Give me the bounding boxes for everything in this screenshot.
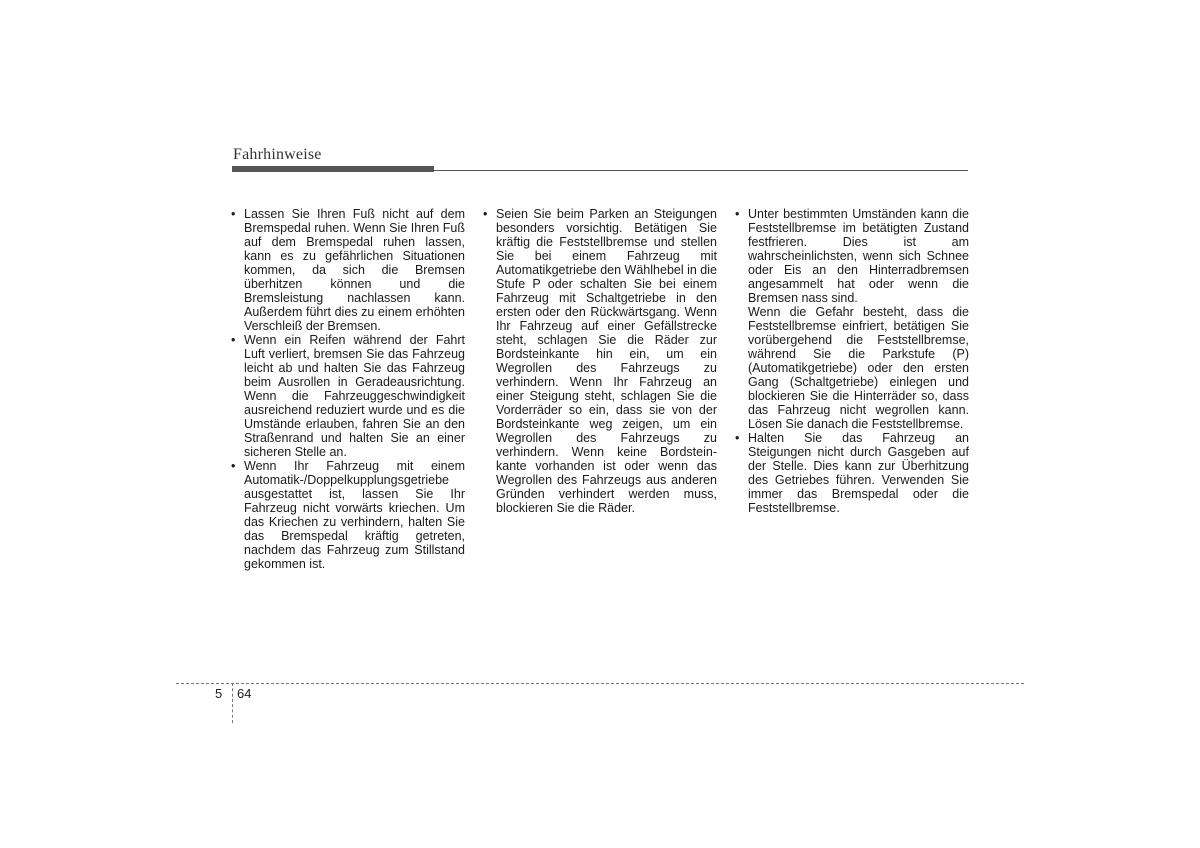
- bullet-marker: •: [483, 207, 488, 221]
- paragraph: Wenn ein Reifen während der Fahrt Luft verliert, bremsen Sie das Fahrzeug leicht ab und halten Sie das Fahrzeug beim Ausrollen in Geradeausrichtung. Wenn die Fahrzeuggeschwindigkeit ausreichend reduziert wurde und es die Umstände erlauben, fahren Sie an den Straßenrand und halten Sie an einer sicheren Stelle an.: [244, 333, 465, 459]
- paragraph: Unter bestimmten Umständen kann die Feststellbremse im betätigten Zustand festfrieren. Dies ist am wahrscheinlichsten, wenn sich Schnee oder Eis an den Hinterradbremsen angesammelt hat oder wenn die Bremsen nass sind.: [748, 207, 969, 305]
- list-item: [483, 207, 717, 515]
- bullet-list: [231, 207, 465, 571]
- paragraph: Lassen Sie Ihren Fuß nicht auf dem Bremspedal ruhen. Wenn Sie Ihren Fuß auf dem Bremspedal ruhen lassen, kann es zu gefährlichen Situationen kommen, da sich die Bremsen überhitzen können und die Bremsleistung nachlassen kann. Außerdem führt dies zu einem erhöhten Verschleiß der Bremsen.: [244, 207, 465, 333]
- text-column-1: [231, 207, 465, 571]
- bullet-list: [483, 207, 717, 515]
- paragraph: Wenn Ihr Fahrzeug mit einem Automatik-/Doppelkupplungsgetriebe ausgestattet ist, lassen Sie Ihr Fahrzeug nicht vorwärts kriechen. Um das Kriechen zu verhindern, halten Sie das Bremspedal kräftig getreten, nachdem das Fahrzeug zum Stillstand gekommen ist.: [244, 459, 465, 571]
- list-item: [231, 459, 465, 571]
- list-item: [231, 333, 465, 459]
- footer-dashed-divider: [232, 683, 233, 723]
- section-number: 5: [215, 686, 223, 701]
- bullet-marker: •: [231, 333, 236, 347]
- bullet-marker: •: [735, 207, 740, 221]
- paragraph: Halten Sie das Fahrzeug an Steigungen nicht durch Gasgeben auf der Stelle. Dies kann zur Überhitzung des Getriebes führen. Verwenden Sie immer das Bremspedal oder die Feststellbremse.: [748, 431, 969, 515]
- bullet-list: [735, 207, 969, 515]
- list-item: [735, 431, 969, 515]
- bullet-marker: •: [231, 459, 236, 473]
- footer-dashed-rule: [176, 683, 1024, 684]
- text-column-2: [483, 207, 717, 515]
- bullet-marker: •: [231, 207, 236, 221]
- paragraph: Seien Sie beim Parken an Steigungen besonders vorsichtig. Betätigen Sie kräftig die Feststellbremse und stellen Sie bei einem Fahrzeug mit Automatikgetriebe den Wählhebel in die Stufe P oder schalten Sie bei einem Fahrzeug mit Schaltgetriebe in den ersten oder den Rückwärtsgang. Wenn Ihr Fahrzeug auf einer Gefällstrecke steht, schlagen Sie die Räder zur Bordsteinkante hin ein, um ein Wegrollen des Fahrzeugs zu verhindern. Wenn Ihr Fahrzeug an einer Steigung steht, schlagen Sie die Vorderräder so ein, dass sie von der Bordsteinkante weg zeigen, um ein Wegrollen des Fahrzeugs zu verhindern. Wenn keine Bordstein-kante vorhanden ist oder wenn das Wegrollen des Fahrzeugs aus anderen Gründen verhindert werden muss, blockieren Sie die Räder.: [496, 207, 717, 515]
- list-item: [231, 207, 465, 333]
- title-rule: [432, 170, 968, 171]
- bullet-marker: •: [735, 431, 740, 445]
- title-underline-bar: [232, 166, 434, 172]
- text-column-3: [735, 207, 969, 515]
- section-title: Fahrhinweise: [233, 146, 322, 163]
- list-item: [735, 207, 969, 431]
- paragraph: Wenn die Gefahr besteht, dass die Feststellbremse einfriert, betätigen Sie vorübergehend die Feststellbremse, während Sie die Parkstufe (P) (Automatikgetriebe) oder den ersten Gang (Schaltgetriebe) einlegen und blockieren Sie die Hinterräder so, dass das Fahrzeug nicht wegrollen kann. Lösen Sie danach die Feststellbremse.: [748, 305, 969, 431]
- page-number: 64: [237, 686, 252, 701]
